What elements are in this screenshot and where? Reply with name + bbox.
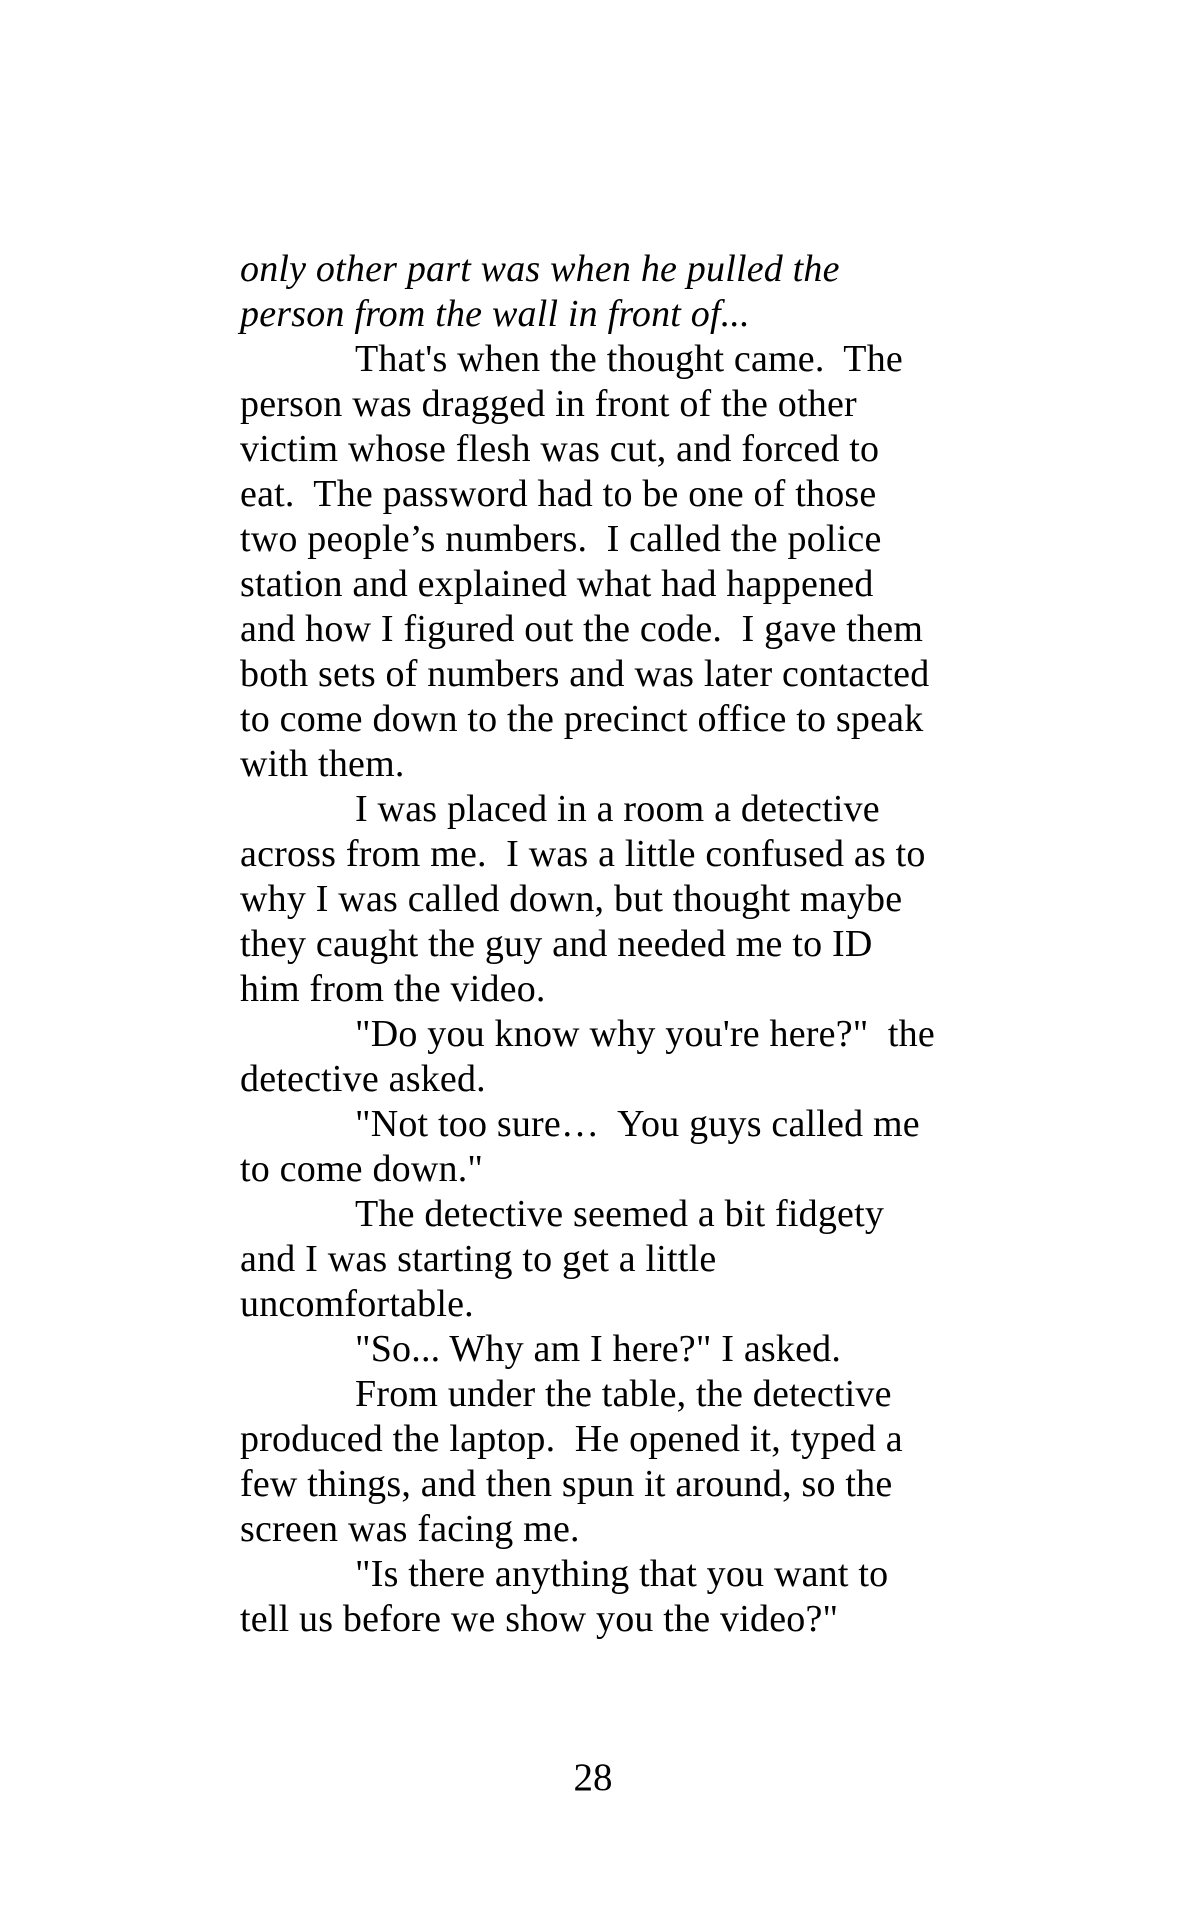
- page-number: 28: [573, 1756, 613, 1799]
- text-line-3: That's when the thought came. The: [355, 338, 903, 380]
- text-line-6: eat. The password had to be one of those: [240, 473, 877, 515]
- text-line-9: and how I figured out the code. I gave them: [240, 608, 924, 650]
- text-line-14: across from me. I was a little confused as to: [240, 833, 926, 875]
- text-line-26: From under the table, the detective: [355, 1373, 892, 1415]
- text-line-22: The detective seemed a bit fidgety: [355, 1193, 885, 1235]
- text-line-11: to come down to the precinct office to speak: [240, 698, 924, 740]
- text-line-13: I was placed in a room a detective: [355, 788, 880, 830]
- text-line-30: "Is there anything that you want to: [355, 1553, 889, 1595]
- text-line-5: victim whose flesh was cut, and forced to: [240, 428, 880, 470]
- text-line-12: with them.: [240, 743, 405, 785]
- text-line-2: person from the wall in front of...: [240, 293, 750, 335]
- text-line-17: him from the video.: [240, 968, 546, 1010]
- text-line-18: "Do you know why you're here?" the: [355, 1013, 935, 1055]
- text-line-7: two people’s numbers. I called the police: [240, 518, 882, 560]
- text-line-21: to come down.": [240, 1148, 484, 1190]
- text-line-29: screen was facing me.: [240, 1508, 580, 1550]
- text-line-19: detective asked.: [240, 1058, 486, 1100]
- text-line-10: both sets of numbers and was later contacted: [240, 653, 930, 695]
- text-line-20: "Not too sure… You guys called me: [355, 1103, 920, 1145]
- text-line-16: they caught the guy and needed me to ID: [240, 923, 873, 965]
- text-block: [240, 247, 970, 1800]
- text-line-24: uncomfortable.: [240, 1283, 474, 1325]
- text-line-4: person was dragged in front of the other: [240, 383, 857, 425]
- text-line-8: station and explained what had happened: [240, 563, 874, 605]
- text-line-15: why I was called down, but thought maybe: [240, 878, 903, 920]
- text-line-25: "So... Why am I here?" I asked.: [355, 1328, 842, 1370]
- text-line-31: tell us before we show you the video?": [240, 1598, 839, 1640]
- text-line-23: and I was starting to get a little: [240, 1238, 717, 1280]
- text-line-27: produced the laptop. He opened it, typed a: [240, 1418, 903, 1460]
- text-line-28: few things, and then spun it around, so the: [240, 1463, 893, 1505]
- text-line-1: only other part was when he pulled the: [240, 248, 840, 290]
